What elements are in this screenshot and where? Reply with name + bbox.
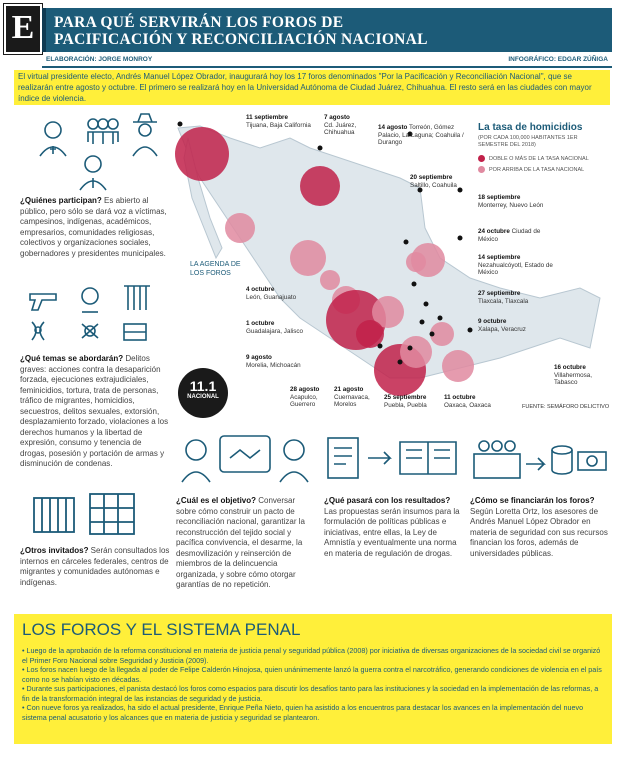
homicide-rate-circle [300,166,340,206]
bullet-1: • Luego de la aprobación de la reforma constitucional en materia de justicia penal y seguridad pública (2008) por iniciativa de diversas organizaciones de la sociedad civil se organizó el Primer Foro Nacional sobre Seguridad y Justicia (2009). [22,646,601,665]
objetivo-answer: Conversar sobre cómo construir un pacto de reconciliación nacional, garantizar la reconstrucción del tejido social y pacífica convivencia, el desarme, la desmovilización y reinserción de miembros de la delincuencia organizada, y sobre cómo otorgar garantías de no repetición. [176,496,305,589]
homicide-rate-circle [442,350,474,382]
event-leon: 4 octubre León, Guanajuato [246,286,297,301]
event-guadalajara: 1 octubre Guadalajara, Jalisco [246,320,304,335]
quienes-question: ¿Quiénes participan? [20,196,102,205]
event-morelia: 9 agosto Morelia, Michoacán [246,354,301,369]
forum-city-dot [408,346,413,351]
financiaran-icons [470,434,610,486]
resultados-icons [324,434,464,486]
event-acapulco: 28 agosto Acapulco, Guerrero [290,386,320,408]
forum-city-dot [178,122,183,127]
resultados-answer: Las propuestas serán insumos para la formulación de políticas públicas e iniciativas, entre ellas, la Ley de Amnistía y eventualmente una norma en materia de regulación de drogas. [324,506,460,558]
temas-text [20,354,170,470]
sistema-penal-title: LOS FOROS Y EL SISTEMA PENAL [22,620,301,639]
event-puebla: 25 septiembre Puebla, Puebla [384,394,427,409]
objetivo-text [176,496,316,591]
forum-city-dot [378,344,383,349]
financiaran-answer: Según Loretta Ortz, los asesores de Andrés Manuel López Obrador en materia de seguridad con sus recursos financian los foros, además de universidades públicas. [470,506,608,558]
header-banner [42,8,612,52]
national-rate-value: 11.1 [189,378,217,394]
homicide-rate-circle [400,336,432,368]
temas-question: ¿Qué temas se abordarán? [20,354,124,363]
credit-infografico: INFOGRÁFICO: EDGAR ZÚÑIGA [508,56,608,63]
event-saltillo: 20 septiembre Saltillo, Coahuila [410,174,457,189]
legend-title: La tasa de homicidios [478,122,583,133]
forum-city-dot [438,316,443,321]
national-rate-label: NACIONAL [187,394,219,400]
forum-city-dot [318,146,323,151]
event-torreon: 14 agosto Torreón, Gómez Palacio, La Laguna; Coahuila / Durango [378,124,464,146]
homicide-rate-circle [225,213,255,243]
otros-text [20,546,170,588]
event-xalapa: 9 octubre Xalapa, Veracruz [478,318,526,333]
legend-doble-dot [478,155,485,162]
quienes-text [20,196,170,259]
forum-city-dot [420,320,425,325]
forum-city-dot [468,328,473,333]
event-cuernavaca: 21 agosto Cuernavaca, Morelos [334,386,370,408]
event-neza: 14 septiembre Nezahualcóyotl, Estado de México [478,254,553,276]
quienes-answer: Es abierto al público, pero sólo se dará voz a víctimas, campesinos, indígenas, académicos, empresarios, comunidades religiosas, colectivos y organizaciones sociales, gobernadores y presidentes municipales. [20,196,167,258]
financiaran-text [470,496,610,559]
newspaper-logo: E [4,4,42,54]
event-oaxaca: 11 octubre Oaxaca, Oaxaca [444,394,491,409]
legend-doble: DOBLE O MÁS DE LA TASA NACIONAL [478,155,608,162]
legend-subtitle: (POR CADA 100,000 HABITANTES 1ER SEMESTRE DEL 2018) [478,135,578,148]
resultados-question: ¿Qué pasará con los resultados? [324,496,451,505]
event-tijuana: 11 septiembre Tijuana, Baja California [246,114,311,129]
event-cdmx: 24 octubre Ciudad de México [478,228,541,243]
event-tlaxcala: 27 septiembre Tlaxcala, Tlaxcala [478,290,529,305]
forum-city-dot [398,360,403,365]
credit-elaboracion: ELABORACIÓN: JORGE MONROY [46,56,153,63]
objetivo-icons [176,432,316,488]
otros-question: ¿Otros invitados? [20,546,89,555]
map-source: FUENTE: SEMÁFORO DELICTIVO [522,404,610,410]
homicide-rate-circle [320,270,340,290]
title-line-1: PARA QUÉ SERVIRÁN LOS FOROS DE [54,14,344,31]
bullet-2: • Los foros nacen luego de la llegada al poder de Felipe Calderón Hinojosa, quien unánimemente lanzó la guerra contra el narcotráfico, generando condiciones de violencia en el país como no se habían visto en décadas. [22,665,602,684]
prison-icons [32,492,142,538]
homicide-rate-circle [290,240,326,276]
temas-answer: Delitos graves: acciones contra la desaparición forzada, ejecuciones extrajudiciales, feminicidios, tortura, trata de personas, tráfico de migrantes, homicidios, secuestros, delitos sexuales, extorsión, desplazamiento forzado, violaciones a los derechos humanos y la libertad de expresión, consumo y tenencia de drogas, posesión y portación de armas y disminución de condenas. [20,354,169,468]
national-rate-badge [178,368,228,418]
map-legend [478,122,608,173]
objetivo-question: ¿Cuál es el objetivo? [176,496,257,505]
financiaran-question: ¿Cómo se financiarán los foros? [470,496,595,505]
forum-city-dot [458,236,463,241]
credits-bar [42,52,612,68]
title-line-2: PACIFICACIÓN Y RECONCILIACIÓN NACIONAL [54,31,428,48]
event-monterrey: 18 septiembre Monterrey, Nuevo León [478,194,544,209]
sistema-penal-box [14,614,612,744]
homicide-rate-circle [175,127,229,181]
homicide-rate-circle [411,243,445,277]
forum-city-dot [404,240,409,245]
forum-city-dot [424,302,429,307]
bullet-3: • Durante sus participaciones, el panista destacó los foros como espacios para discutir los desafíos tanto para las instituciones y la sociedad en la implementación de las reformas, a fin de la transformación integral de las instancias de seguridad y de justicia. [22,684,599,703]
legend-arriba-dot [478,166,485,173]
agenda-label: LA AGENDA DE LOS FOROS [190,261,241,277]
forum-city-dot [412,282,417,287]
intro-text: El virtual presidente electo, Andrés Manuel López Obrador, inaugurará hoy los 17 foros denominados "Por la Pacificación y Reconciliación Nacional", que se realizarán entre agosto y octubre. El primero se realizará hoy en la Universidad Autónoma de Ciudad Juárez, Chihuahua. El resto será en las ciudades con mayor índice de violencia. [14,70,610,105]
event-juarez: 7 agosto Cd. Juárez, Chihuahua [324,114,357,136]
resultados-text [324,496,464,559]
participants-icons [18,112,168,192]
forum-city-dot [430,332,435,337]
event-villahermosa: 16 octubre Villahermosa, Tabasco [554,364,593,386]
legend-arriba: POR ARRIBA DE LA TASA NACIONAL [478,166,608,173]
temas-icons [20,282,170,344]
otros-answer: Serán consultados los internos en cárceles federales, centros de migrantes y comunidades autónomas e indígenas. [20,546,170,587]
bullet-4: • Con nueve foros ya realizados, ha sido el actual presidente, Enrique Peña Nieto, quien ha asistido a los encuentros para destacar los avances en la implementación del nuevo sistema penal acusatorio y los alcances que en materia de justicia y seguridad se plantearon. [22,703,584,722]
